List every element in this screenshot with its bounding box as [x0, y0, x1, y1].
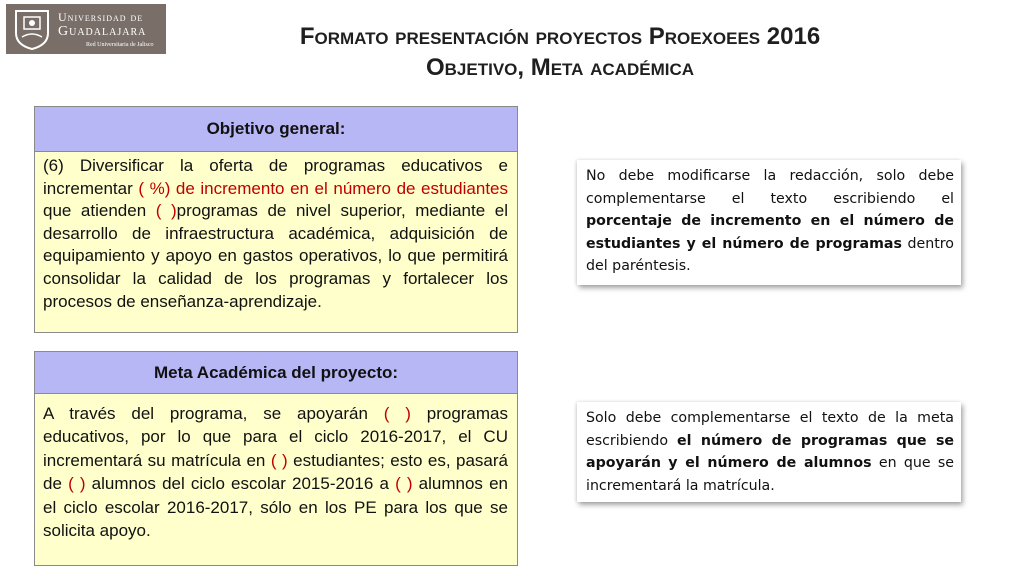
objective-text-part: que atienden — [43, 201, 156, 221]
note-text: Solo debe complementarse el texto de la meta escribiendo — [586, 410, 954, 449]
meta-text-part: alumnos en el ciclo escolar 2016-2017, sólo en los PE para los que se solicita apoyo. — [43, 474, 508, 541]
instruction-note-meta — [577, 402, 961, 502]
objective-text-part: programas de nivel superior, mediante el desarrollo de infraestructura académica, adquisición de equipamiento y apoyo en gastos operativos, lo que permitirá consolidar la calidad de los programas y fortalecer los procesos de enseñanza-aprendizaje. — [43, 201, 508, 311]
note-bold-text: y el número de alumnos — [668, 455, 872, 471]
meta-blank-programs: ( ) — [383, 404, 411, 423]
note-text: en que se incrementará la matrícula. — [586, 455, 954, 494]
meta-header: Meta Académica del proyecto: — [35, 352, 517, 394]
objective-header: Objetivo general: — [35, 107, 517, 152]
meta-text-part: estudiantes; esto es, pasará de — [43, 450, 508, 494]
page-title: Formato presentación proyectos Proexoees 2016 — [299, 23, 821, 50]
logo-line3: Red Universitaria de Jalisco — [86, 41, 154, 48]
logo-line1: Universidad de — [58, 9, 144, 24]
university-logo — [6, 4, 166, 54]
logo-text — [58, 11, 153, 48]
note-text: No debe modificarse la redacción, solo debe complementarse el texto escribiendo el — [586, 168, 954, 207]
objective-text-part: (6) Diversificar la oferta de programas educativos e incrementar — [43, 156, 508, 198]
objective-blank-percent: ( %) de incremento en el número de estudiantes — [138, 178, 509, 198]
meta-blank-students: ( ) — [270, 450, 288, 470]
meta-text-part: alumnos del ciclo escolar 2015-2016 a — [85, 474, 396, 494]
university-seal-icon — [12, 7, 52, 51]
note-bold-text: porcentaje de incremento en el número de estudiantes y el número de programas — [586, 213, 954, 252]
meta-text-part: programas educativos, por lo que para el ciclo 2016-2017, el CU incrementará su matrícula en — [43, 404, 509, 470]
meta-blank-from: ( ) — [68, 474, 86, 494]
objective-blank-programs: ( ) — [155, 201, 177, 221]
meta-text-part: A través del programa, se apoyarán — [43, 404, 384, 423]
objective-box — [34, 106, 518, 333]
meta-text — [35, 394, 517, 544]
note-bold-text: el número de programas que se apoyarán — [586, 432, 955, 471]
meta-box — [34, 351, 518, 566]
logo-line2: Guadalajara — [58, 23, 147, 39]
page-subtitle: Objetivo, Meta académica — [425, 54, 695, 81]
note-text: dentro del paréntesis. — [586, 235, 954, 274]
meta-blank-to: ( ) — [395, 474, 413, 494]
objective-text — [35, 152, 517, 315]
instruction-note-objective — [577, 160, 961, 285]
